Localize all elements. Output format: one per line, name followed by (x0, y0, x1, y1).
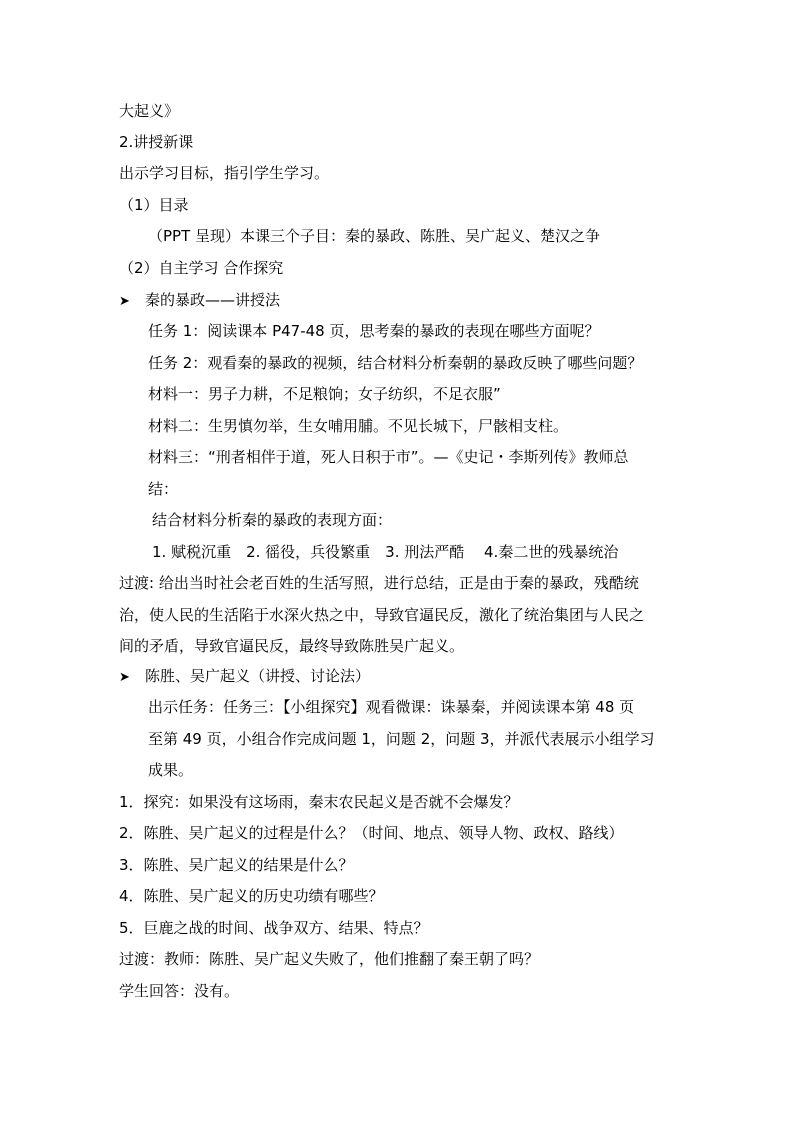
text-line: 学生回答：没有。 (119, 982, 240, 1000)
text-line: 成果。 (148, 761, 194, 779)
subheading: （1）目录 (119, 196, 189, 214)
text-line: 结： (148, 480, 179, 498)
text-line: 材料三：“刑者相伴于道，死人日积于市”。—《史记・李斯列传》教师总 (148, 448, 629, 466)
text-line: 材料二：生男慎勿举，生女哺用脯。不见长城下，尸骸相支柱。 (148, 417, 569, 435)
list-item: 5．巨鹿之战的时间、战争双方、结果、特点？ (119, 919, 429, 937)
text-line: 大起义》 (119, 102, 180, 120)
list-item: 4．陈胜、吴广起义的历史功绩有哪些？ (119, 887, 384, 905)
text-line: 任务 2：观看秦的暴政的视频，结合材料分析秦朝的暴政反映了哪些问题？ (148, 354, 643, 372)
text-line: 出示学习目标，指引学生学习。 (119, 164, 330, 182)
list-item: 3．陈胜、吴广起义的结果是什么？ (119, 856, 354, 874)
text-line: 过渡：教师：陈胜、吴广起义失败了，他们推翻了秦王朝了吗？ (119, 950, 540, 968)
section-heading: 2.讲授新课 (119, 133, 194, 151)
text-line: （PPT 呈现）本课三个子目：秦的暴政、陈胜、吴广起义、楚汉之争 (148, 227, 601, 245)
text-line: 至第 49 页，小组合作完成问题 1，问题 2，问题 3，并派代表展示小组学习 (148, 730, 655, 748)
subheading: （2）自主学习 合作探究 (119, 259, 284, 277)
text-line: 材料一：男子力耕，不足粮饷；女子纺织，不足衣服” (148, 385, 501, 403)
text-line: 1. 赋税沉重 2. 徭役，兵役繁重 3. 刑法严酷 4.秦二世的残暴统治 (152, 543, 619, 561)
text-line: 结合材料分析秦的暴政的表现方面： (152, 511, 393, 529)
text-line: 出示任务：任务三：【小组探究】观看微课：诛暴秦，并阅读课本第 48 页 (148, 698, 635, 716)
bullet-item: ➤ 秦的暴政——讲授法 (119, 290, 280, 312)
bullet-item: ➤ 陈胜、吴广起义（讲授、讨论法） (119, 666, 370, 688)
arrow-bullet-icon: ➤ (119, 670, 130, 685)
text-line: 任务 1：阅读课本 P47-48 页，思考秦的暴政的表现在哪些方面呢？ (148, 322, 600, 340)
arrow-bullet-icon: ➤ (119, 294, 130, 309)
text-line: 治，使人民的生活陷于水深火热之中，导致官逼民反，激化了统治集团与人民之 (119, 606, 645, 624)
text-line: 过渡: 给出当时社会老百姓的生活写照，进行总结，正是由于秦的暴政，残酷统 (119, 574, 639, 592)
list-item: 1．探究：如果没有这场雨，秦末农民起义是否就不会爆发？ (119, 793, 519, 811)
text-line: 间的矛盾，导致官逼民反，最终导致陈胜吴广起义。 (119, 637, 465, 655)
list-item: 2．陈胜、吴广起义的过程是什么？（时间、地点、领导人物、政权、路线） (119, 824, 624, 842)
